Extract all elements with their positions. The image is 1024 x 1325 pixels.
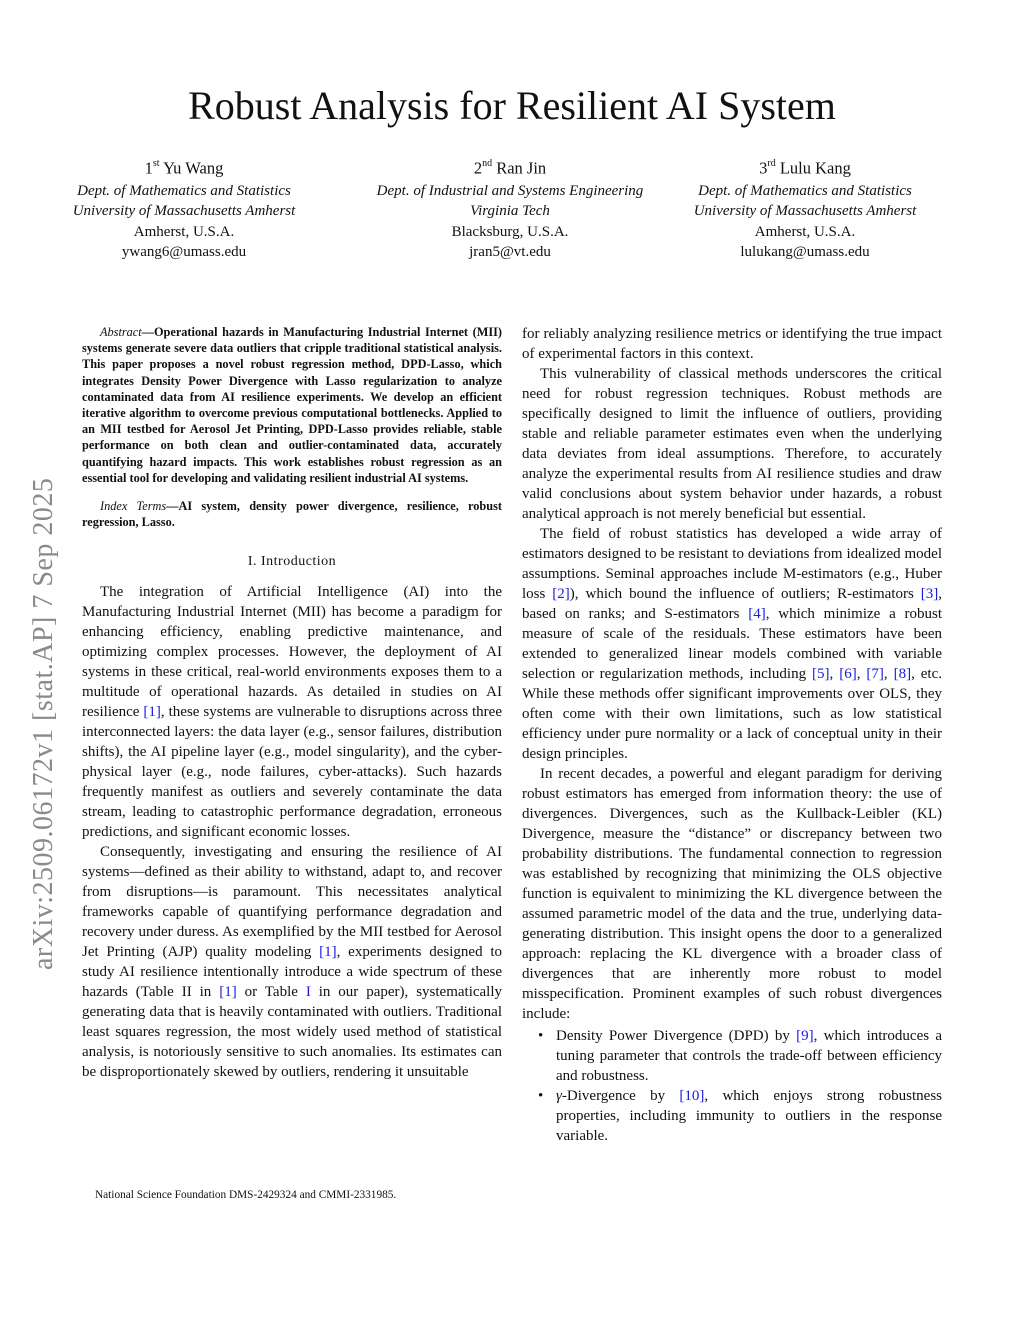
left-column — [82, 324, 502, 1082]
author-org: University of Massachusetts Amherst — [72, 203, 296, 220]
arxiv-id: arXiv:2509.06172v1 [stat.AP] 7 Sep 2025 — [28, 477, 59, 970]
intro-paragraph-2: Consequently, investigating and ensuring the resilience of AI systems—defined as their ability to withstand, adapt to, and recover from disruptions—is paramount. This necessitates analytical frameworks capable of quantifying performance degradation and recovery under duress. As exemplified by the MII testbed for Aerosol Jet Printing (AJP) quality modeling [1], experiments designed to study AI resilience intentionally introduce a wide spectrum of these hazards (Table II in [1] or Table I in our paper), systematically generating data that is heavily contaminated with outliers. Traditional least squares regression, the most widely used method of statistical analysis, is notoriously sensitive to such anomalies. Its estimates can be disproportionately skewed by outliers, rendering it unsuitable — [82, 844, 503, 1081]
abstract — [82, 324, 502, 486]
abstract-text: —Operational hazards in Manufacturing Industrial Internet (MII) systems generate severe data outliers that cripple traditional statistical analysis. This paper proposes a novel robust regression method, DPD-Lasso, which integrates Density Power Divergence with Lasso regularization to analyze contaminated data from AI resilience experiments. We develop an efficient iterative algorithm to overcome previous computational bottlenecks. Applied to an MII testbed for Aerosol Jet Printing, DPD-Lasso provides reliable, stable performance on both clean and outlier-contaminated data, accurately quantifying hazard impacts. This work establishes robust regression as an essential tool for developing and validating resilient industrial AI systems. — [82, 325, 502, 485]
divergence-list — [522, 1026, 942, 1146]
abstract-label: Abstract — [100, 325, 142, 339]
table-link[interactable]: I — [305, 984, 311, 1001]
author-location: Amherst, U.S.A. — [754, 223, 856, 240]
author-email[interactable]: lulukang@umass.edu — [740, 244, 870, 261]
list-item: • γ-Divergence by [10], which enjoys strong robustness properties, including immunity to outliers in the response variable. — [536, 1086, 942, 1146]
author-name: 3rd Lulu Kang — [759, 158, 851, 178]
author-email[interactable]: ywang6@umass.edu — [121, 244, 247, 261]
author-org: Virginia Tech — [470, 203, 550, 220]
citation-link[interactable]: [1] — [319, 944, 337, 961]
intro-paragraph-5: In recent decades, a powerful and elegant paradigm for deriving robust estimators has emerged from information theory: the use of divergences. Divergences, such as the Kullback-Leibler (KL) Divergence, measure the “distance” or discrepancy between two probability distributions. The fundamental connection to regression was established by recognizing that minimizing the OLS objective function is equivalent to minimizing the KL divergence between the assumed parametric model of the data and the true, underlying data-generating distribution. This insight opens the door to a generalized approach: replacing the KL divergence with a broader class of divergences that are inherently more robust to model misspecification. Prominent examples of such robust divergences include: — [522, 766, 942, 1022]
author-location: Amherst, U.S.A. — [133, 223, 235, 240]
list-item: • Density Power Divergence (DPD) by [9], which introduces a tuning parameter that controls the trade-off between efficiency and robustness. — [536, 1026, 942, 1086]
author-org: University of Massachusetts Amherst — [693, 203, 917, 220]
author-location: Blacksburg, U.S.A. — [451, 223, 569, 240]
citation-link[interactable]: [6] — [839, 666, 857, 682]
index-terms-label: Index Terms — [100, 499, 167, 514]
funding-footnote: National Science Foundation DMS-2429324 and CMMI-2331985. — [95, 1189, 397, 1201]
intro-paragraph-4: The field of robust statistics has developed a wide array of estimators designed to be resistant to deviations from idealized model assumptions. Seminal approaches include M-estimators (e.g., Huber loss [2]), which bound the influence of outliers; R-estimators [3], based on ranks; and S-estimators [4], which minimize a robust measure of scale of the residuals. These estimators have been extended to generalized linear models combined with variable selection or regularization methods, including [5], [6], [7], [8], etc. While these methods offer significant improvements over OLS, they often come with their own limitations, such as low statistical efficiency under pure normality or a lack of conceptual unity in their design principles. — [522, 526, 943, 762]
citation-link[interactable]: [1] — [143, 704, 161, 721]
index-terms — [82, 498, 502, 530]
citation-link[interactable]: [8] — [893, 666, 912, 682]
author-name: 2nd Ran Jin — [473, 158, 547, 178]
citation-link[interactable]: [5] — [812, 666, 830, 682]
author-block-1 — [34, 153, 334, 263]
section-heading: I. Introduction — [247, 554, 337, 570]
citation-link[interactable]: [9] — [796, 1028, 814, 1044]
arxiv-side-stamp — [26, 350, 62, 970]
paper-title: Robust Analysis for Resilient AI System — [188, 83, 836, 128]
author-block-2 — [350, 153, 670, 263]
author-block-3 — [655, 153, 955, 263]
continued-paragraph: for reliably analyzing resilience metrics or identifying the true impact of experimental factors in this context. — [522, 326, 942, 362]
author-dept: Dept. of Industrial and Systems Engineering — [376, 182, 644, 199]
right-column — [522, 324, 942, 1146]
citation-link[interactable]: [3] — [920, 586, 939, 602]
citation-link[interactable]: [10] — [679, 1088, 705, 1104]
intro-paragraph-3: This vulnerability of classical methods underscores the critical need for robust regression techniques. Robust methods are specifically designed to limit the influence of outliers, providing stable and reliable parameter estimates even when the underlying data deviates from ideal assumptions. Therefore, to accurately analyze the experimental results from AI resilience studies and draw valid conclusions about system behavior under hazards, a robust analytical approach is not merely beneficial but essential. — [522, 366, 942, 522]
author-dept: Dept. of Mathematics and Statistics — [77, 182, 291, 199]
author-name: 1st Yu Wang — [144, 158, 224, 178]
citation-link[interactable]: [7] — [866, 666, 884, 682]
intro-paragraph-1: The integration of Artificial Intelligence (AI) into the Manufacturing Industrial Internet (MII) has become a paradigm for enhancing efficiency, enabling predictive maintenance, and optimizing complex processes. However, the deployment of AI systems in these critical, real-world environments exposes them to a multitude of operational hazards. As detailed in studies on AI resilience [1], these systems are vulnerable to disruptions across three interconnected layers: the data layer (e.g., sensor failures, distribution shifts), the AI pipeline layer (e.g., model singularity), and the cyber-physical layer (e.g., node failures, cyber-attacks). Such hazards frequently manifest as outliers and severely contaminate the data stream, leading to catastrophic performance degradation, erroneous predictions, and significant economic losses. — [82, 584, 502, 841]
citation-link[interactable]: [4] — [748, 606, 766, 622]
author-email[interactable]: jran5@vt.edu — [469, 244, 551, 261]
citation-link[interactable]: [1] — [219, 984, 237, 1001]
author-dept: Dept. of Mathematics and Statistics — [698, 182, 912, 199]
index-terms-text: —AI system, density power divergence, resilience, robust regression, Lasso. — [82, 499, 502, 530]
citation-link[interactable]: [2] — [552, 586, 570, 602]
